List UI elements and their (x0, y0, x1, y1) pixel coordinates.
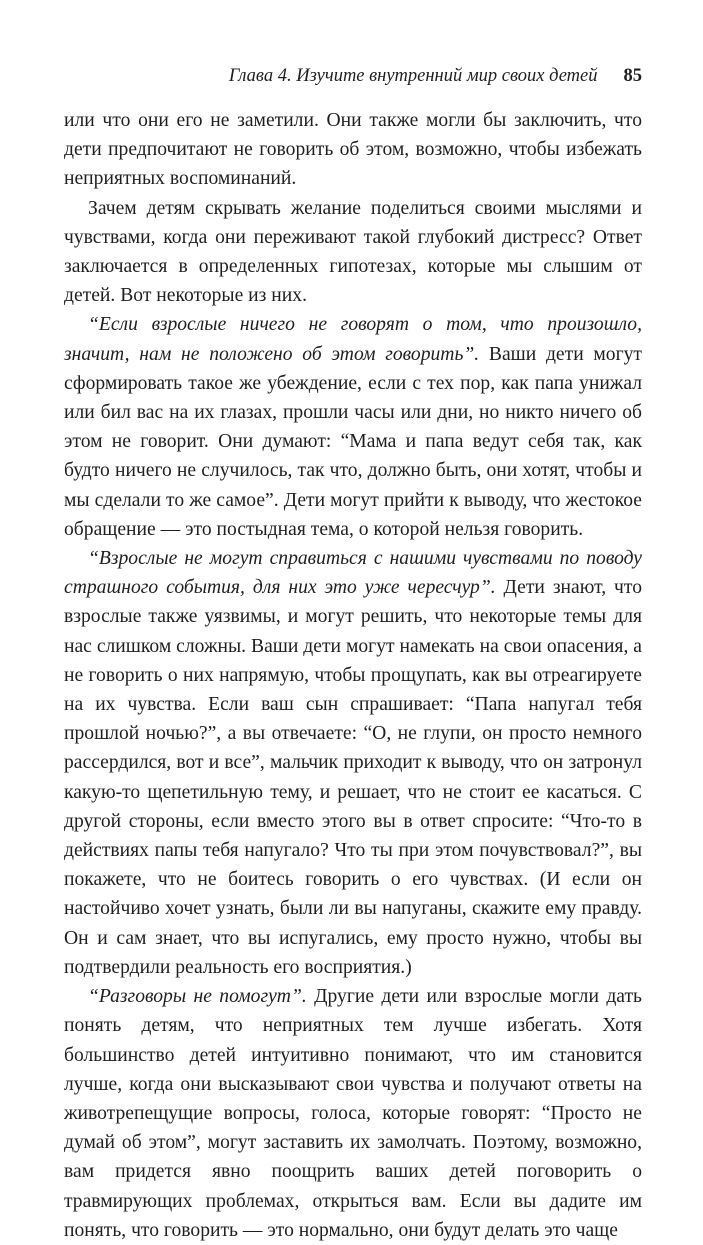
page-number: 85 (623, 66, 642, 86)
paragraph-lead: “Если взрослые ничего не говорят о том, что произошло, значит, нам не положено об этом говорить”. (64, 314, 642, 365)
paragraph (64, 544, 642, 982)
running-header (64, 64, 642, 88)
paragraph-text: Дети знают, что взрослые также уязвимы, и могут решить, что некоторые темы для нас слишком сложны. Ваши дети могут намекать на свои опасения, а не говорить о них напрямую, чтобы прощупать, как вы отреагируете на их чувства. Если ваш сын спрашивает: “Папа напугал тебя прошлой ночью?”, а вы отвечаете: “О, не глупи, он просто немного рассердился, вот и все”, мальчик приходит к выводу, что он затронул какую-то щепетильную тему, и решает, что не стоит ее касаться. С другой стороны, если вместо этого вы в ответ спросите: “Что-то в действиях папы тебя напугало? Что ты при этом почувствовал?”, вы покажете, что не боитесь говорить о его чувствах. (И если он настойчиво хочет узнать, были ли вы напуганы, скажите ему правду. Он и сам знает, что вы испугались, ему просто нужно, чтобы вы подтвердили реальность его восприятия.) (64, 577, 642, 978)
body-text (64, 106, 642, 1245)
paragraph-lead: “Разговоры не помогут”. (88, 986, 307, 1008)
paragraph-lead: “Взрослые не могут справиться с нашими чувствами по поводу страшного события, для них это уже чересчур”. (64, 548, 642, 599)
paragraph-text: Зачем детям скрывать желание поделиться своими мыслями и чувствами, когда они переживают такой глубокий дистресс? Ответ заключается в определенных гипотезах, которые мы слышим от детей. Вот некоторые из них. (64, 197, 642, 307)
chapter-title: Глава 4. Изучите внутренний мир своих детей (228, 66, 598, 86)
paragraph (64, 106, 642, 194)
paragraph (64, 982, 642, 1245)
paragraph (64, 194, 642, 311)
paragraph (64, 310, 642, 544)
paragraph-text: Другие дети или взрослые могли дать понять детям, что неприятных тем лучше избегать. Хотя большинство детей интуитивно понимают, что им становится лучше, когда они высказывают свои чувства и получают ответы на животрепещущие вопросы, голоса, которые говорят: “Просто не думай об этом”, могут заставить их замолчать. Поэтому, возможно, вам придется явно поощрить ваших детей поговорить о травмирующих проблемах, открыться вам. Если вы дадите им понять, что говорить — это нормально, они будут делать это чаще (64, 986, 642, 1241)
paragraph-text: Ваши дети могут сформировать такое же убеждение, если с тех пор, как папа унижал или бил вас на их глазах, прошли часы или дни, но никто ничего об этом не говорит. Они думают: “Мама и папа ведут себя так, как будто ничего не случилось, так что, должно быть, они хотят, чтобы и мы сделали то же самое”. Дети могут прийти к выводу, что жестокое обращение — это постыдная тема, о которой нельзя говорить. (64, 343, 642, 540)
paragraph-text: или что они его не заметили. Они также могли бы заключить, что дети предпочитают не говорить об этом, возможно, чтобы избежать неприятных воспоминаний. (64, 110, 642, 190)
